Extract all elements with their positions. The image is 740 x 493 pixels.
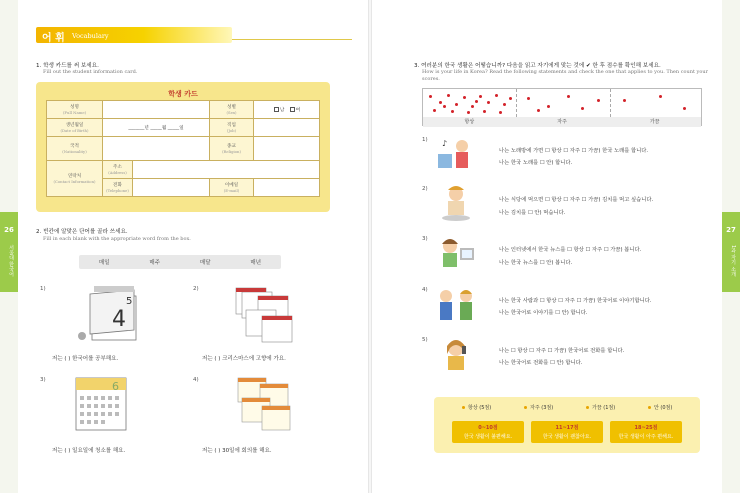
score-legend-item: 안 (0점) bbox=[648, 404, 672, 411]
score-range: 0~10점 bbox=[478, 425, 498, 431]
always-dots bbox=[423, 89, 517, 117]
q2-instruction: 2. 빈칸에 알맞은 단어를 골라 쓰세요. bbox=[36, 229, 128, 235]
conversation-illustration bbox=[434, 286, 480, 326]
statement-line: 나는 한국 사람과 ☐ 항상 ☐ 자주 ☐ 가끔) 한국어로 이야기합니다. bbox=[499, 298, 652, 304]
address-label: 주소 (Address) bbox=[103, 161, 133, 179]
item-number: 5) bbox=[422, 337, 428, 343]
nationality-label: 국적 (Nationality) bbox=[47, 137, 103, 161]
job-label: 직업 (Job) bbox=[210, 119, 254, 137]
section-title-en: Vocabulary bbox=[72, 32, 109, 40]
score-text: 한국 생활이 괜찮아요. bbox=[542, 434, 592, 440]
item-sentence: 저는 ( ) 크리스마스에 고향에 가요. bbox=[202, 356, 286, 362]
score-legend-item: 자주 (3점) bbox=[524, 404, 553, 411]
female-checkbox[interactable] bbox=[290, 107, 295, 112]
weekly-calendar-illustration bbox=[74, 374, 130, 436]
side-tab-text: 1과 자기 소개 bbox=[730, 245, 736, 277]
item-number: 1) bbox=[40, 286, 46, 292]
score-legend-item: 항상 (5점) bbox=[462, 404, 491, 411]
address-field[interactable] bbox=[133, 161, 320, 179]
right-side-tab bbox=[722, 0, 740, 493]
item-sentence: 저는 ( ) 30일에 회의를 해요. bbox=[202, 448, 272, 454]
word-option: 매달 bbox=[199, 260, 211, 266]
statement-line: 나는 식당에 먹으면 ☐ 항상 ☐ 자주 ☐ 가끔) 김치를 먹고 싶습니다. bbox=[499, 197, 654, 203]
sex-options bbox=[254, 101, 320, 119]
freq-label-sometimes: 가끔 bbox=[649, 119, 660, 125]
computer-user-illustration bbox=[436, 234, 476, 274]
statement-line: 나는 한국어로 이야기를 ☐ 안) 합니다. bbox=[499, 310, 588, 316]
frequency-labels bbox=[423, 117, 701, 127]
item-number: 2) bbox=[193, 286, 199, 292]
svg-text:6: 6 bbox=[112, 380, 119, 393]
female-label: 여 bbox=[295, 107, 301, 113]
svg-text:♪: ♪ bbox=[442, 139, 448, 148]
item-number: 4) bbox=[422, 287, 428, 293]
phone-call-illustration bbox=[436, 336, 476, 376]
section-title-ko: 어 휘 bbox=[42, 33, 65, 44]
item-number: 3) bbox=[40, 377, 46, 383]
card-title: 학생 카드 bbox=[168, 90, 198, 98]
religion-label: 종교 (Religion) bbox=[210, 137, 254, 161]
job-field[interactable] bbox=[254, 119, 320, 137]
yearly-calendars-illustration bbox=[234, 374, 294, 438]
q2-instruction-en: Fill in each blank with the appropriate word from the box. bbox=[43, 236, 191, 242]
male-checkbox[interactable] bbox=[274, 107, 279, 112]
side-tab-text: 서울대 한국어 bbox=[8, 245, 14, 277]
word-box bbox=[79, 255, 281, 269]
section-header bbox=[36, 27, 232, 43]
phone-label: 전화 (Telephone) bbox=[103, 179, 133, 197]
q1-instruction: 1. 학생 카드를 써 보세요. bbox=[36, 63, 99, 69]
item-number: 3) bbox=[422, 236, 428, 242]
name-field[interactable] bbox=[103, 101, 210, 119]
often-dots bbox=[517, 89, 611, 117]
item-number: 4) bbox=[193, 377, 199, 383]
score-result bbox=[452, 421, 524, 443]
score-result bbox=[610, 421, 682, 443]
daily-calendar-illustration bbox=[72, 282, 154, 346]
left-side-tab bbox=[0, 0, 18, 493]
score-box bbox=[434, 397, 700, 453]
page-number: 27 bbox=[726, 226, 736, 234]
score-legend-item: 가끔 (1점) bbox=[586, 404, 615, 411]
statement-line: 나는 김치를 ☐ 안) 먹습니다. bbox=[499, 210, 566, 216]
svg-text:4: 4 bbox=[112, 307, 126, 332]
word-option: 매일 bbox=[98, 260, 110, 266]
item-sentence: 저는 ( ) 일요일에 청소를 해요. bbox=[52, 448, 126, 454]
frequency-strip bbox=[422, 88, 702, 126]
student-card bbox=[36, 82, 330, 212]
header-rule bbox=[232, 39, 352, 40]
score-text: 한국 생활이 불편해요. bbox=[463, 434, 513, 440]
word-option: 매년 bbox=[250, 260, 262, 266]
dob-label: 생년월일 (Date of Birth) bbox=[47, 119, 103, 137]
score-text: 한국 생활이 아주 편해요. bbox=[618, 434, 674, 440]
item-number: 2) bbox=[422, 186, 428, 192]
q3-instruction: 3. 여러분의 한국 생활은 어떻습니까? 다음을 읽고 자기에게 맞는 것에 ✔ 한 후 점수를 확인해 보세요. bbox=[414, 63, 661, 69]
statement-line: 나는 노래방에 가면 ☐ 항상 ☐ 자주 ☐ 가끔) 한국 노래를 합니다. bbox=[499, 148, 649, 154]
male-label: 남 bbox=[279, 107, 285, 113]
eating-man-illustration bbox=[436, 184, 476, 224]
score-range: 11~17점 bbox=[555, 425, 579, 431]
score-result bbox=[531, 421, 603, 443]
freq-label-always: 항상 bbox=[464, 119, 475, 125]
q3-instruction-en: How is your life in Korea? Read the following statements and check the one that applies to you. Then count your scores. bbox=[422, 69, 708, 82]
page-number: 26 bbox=[4, 226, 14, 234]
q1-instruction-en: Fill out the student information card. bbox=[43, 69, 138, 75]
karaoke-singer-illustration bbox=[436, 134, 476, 174]
email-label: 이메일 (E-mail) bbox=[210, 179, 254, 197]
word-option: 매주 bbox=[149, 260, 161, 266]
email-field[interactable] bbox=[254, 179, 320, 197]
score-range: 18~25점 bbox=[634, 425, 658, 431]
freq-label-often: 자주 bbox=[557, 119, 567, 125]
contact-label: 연락처 (Contact Information) bbox=[47, 161, 103, 197]
statement-line: 나는 인터넷에서 한국 뉴스를 ☐ 항상 ☐ 자주 ☐ 가끔) 봅니다. bbox=[499, 247, 642, 253]
dob-field[interactable]: _______년 _____월 _____일 bbox=[103, 119, 210, 137]
nationality-field[interactable] bbox=[103, 137, 210, 161]
statement-line: 나는 한국 뉴스를 ☐ 안) 봅니다. bbox=[499, 260, 573, 266]
phone-field[interactable] bbox=[133, 179, 210, 197]
statement-line: 나는 ☐ 항상 ☐ 자주 ☐ 가끔) 한국어로 전화를 합니다. bbox=[499, 348, 625, 354]
item-sentence: 저는 ( ) 한국어를 공부해요. bbox=[52, 356, 119, 362]
sometimes-dots bbox=[611, 89, 703, 117]
card-table bbox=[46, 100, 320, 197]
statement-line: 나는 한국 노래를 ☐ 안) 합니다. bbox=[499, 160, 573, 166]
sex-label: 성별 (Sex) bbox=[210, 101, 254, 119]
religion-field[interactable] bbox=[254, 137, 320, 161]
statement-line: 나는 한국어로 전화를 ☐ 안) 합니다. bbox=[499, 360, 583, 366]
name-label: 성명 (Full Name) bbox=[47, 101, 103, 119]
monthly-calendars-illustration bbox=[228, 282, 298, 348]
svg-text:5: 5 bbox=[126, 296, 133, 307]
item-number: 1) bbox=[422, 137, 428, 143]
